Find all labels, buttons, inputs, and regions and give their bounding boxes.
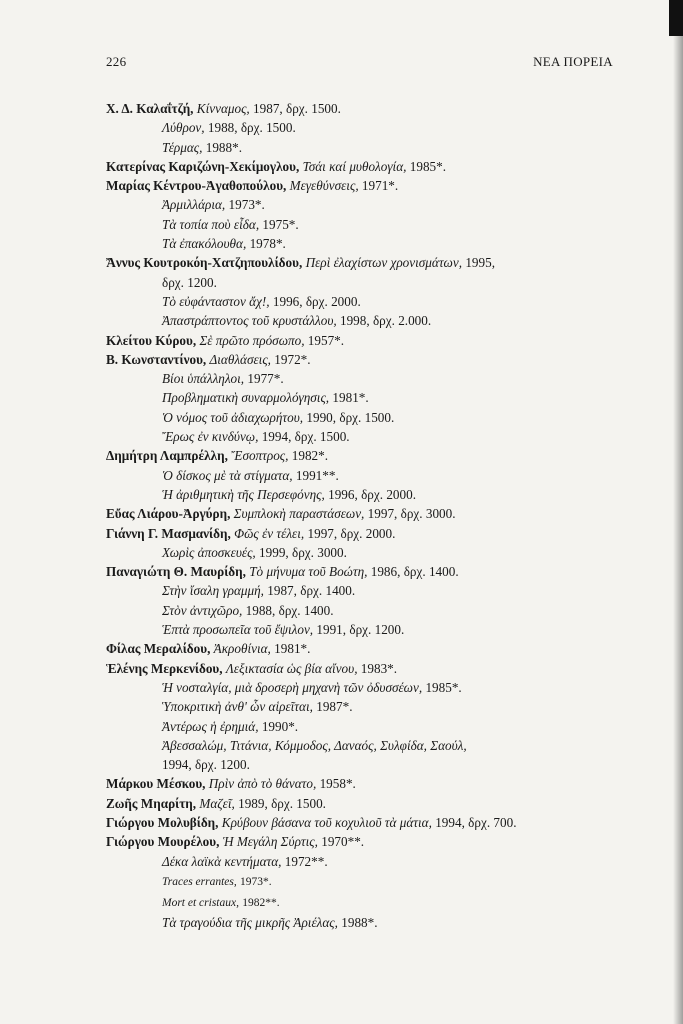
work-title: Ἀρμιλλάρια, bbox=[162, 197, 226, 213]
bibliography-list bbox=[106, 99, 626, 933]
entry-line bbox=[106, 717, 626, 736]
bibliography-entry bbox=[106, 832, 626, 932]
work-title: Mort et cristaux, bbox=[162, 897, 239, 910]
publication-details: 1972**. bbox=[284, 853, 328, 869]
entry-line bbox=[106, 408, 626, 427]
author-name: Παναγιώτη Θ. Μαυρίδη, bbox=[106, 564, 246, 580]
entry-line bbox=[106, 678, 626, 697]
work-title: Μαζεῖ, bbox=[199, 795, 235, 811]
entry-line bbox=[106, 562, 626, 581]
entry-line bbox=[106, 234, 626, 253]
entry-line bbox=[106, 620, 626, 639]
entry-line bbox=[106, 813, 626, 832]
publication-details: 1981*. bbox=[274, 641, 311, 657]
author-name: Ἑλένης Μερκενίδου, bbox=[106, 660, 223, 676]
author-name: Φίλας Μεραλίδου, bbox=[106, 641, 211, 657]
work-title: Κίνναμος, bbox=[196, 101, 250, 116]
entry-line bbox=[106, 504, 626, 523]
publication-details: 1985*. bbox=[425, 679, 462, 695]
author-name: Κατερίνας Καριζώνη-Χεκίμογλου, bbox=[106, 158, 300, 174]
publication-details: 1988, δρχ. 1500. bbox=[207, 120, 296, 136]
entry-line bbox=[106, 138, 626, 157]
publication-details: 1970**. bbox=[321, 834, 365, 850]
bibliography-entry bbox=[106, 524, 626, 563]
entry-line bbox=[106, 659, 626, 678]
publication-details: 1981*. bbox=[332, 390, 369, 406]
publication-details: 1994, δρχ. 1200. bbox=[162, 757, 250, 773]
entry-line bbox=[106, 427, 626, 446]
entry-line bbox=[106, 755, 626, 774]
publication-details: 1972*. bbox=[274, 351, 311, 367]
publication-details: 1977*. bbox=[247, 371, 284, 387]
page-header bbox=[106, 54, 613, 70]
work-title: Ἀντέρως ἡ ἐρημιά, bbox=[162, 718, 259, 734]
work-title: Πρὶν ἀπὸ τὸ θάνατο, bbox=[208, 776, 317, 792]
entry-line bbox=[106, 176, 626, 195]
work-title: Προβληματικὴ συναρμολόγησις, bbox=[162, 390, 330, 406]
publication-details: 1987, δρχ. 1500. bbox=[253, 101, 341, 116]
publication-details: 1999, δρχ. 3000. bbox=[259, 544, 347, 560]
entry-line bbox=[106, 581, 626, 600]
work-title: Δέκα λαϊκὰ κεντήματα, bbox=[162, 853, 282, 869]
work-title: Τὰ τραγούδια τῆς μικρῆς Ἀριέλας, bbox=[162, 915, 338, 931]
author-name: Γιάννη Γ. Μασμανίδη, bbox=[106, 525, 231, 541]
entry-line bbox=[106, 736, 626, 755]
bibliography-entry bbox=[106, 446, 626, 504]
entry-line bbox=[106, 524, 626, 543]
running-title: ΝΕΑ ΠΟΡΕΙΑ bbox=[533, 54, 613, 69]
publication-details: 1986, δρχ. 1400. bbox=[370, 564, 459, 580]
bibliography-entry bbox=[106, 659, 626, 775]
publication-details: 1988, δρχ. 1400. bbox=[245, 602, 334, 618]
work-title: Τὰ ἐπακόλουθα, bbox=[162, 236, 247, 252]
publication-details: 1995, bbox=[465, 255, 495, 271]
work-title: Ἔσοπτρος, bbox=[231, 448, 289, 464]
publication-details: 1975*. bbox=[262, 216, 299, 232]
publication-details: δρχ. 1200. bbox=[162, 274, 217, 290]
entry-line bbox=[106, 195, 626, 214]
entry-line bbox=[106, 485, 626, 504]
publication-details: 1996, δρχ. 2000. bbox=[328, 486, 416, 502]
bibliography-entry bbox=[106, 157, 626, 176]
work-title: Ἀκροθίνια, bbox=[213, 641, 271, 657]
publication-details: 1987, δρχ. 1400. bbox=[267, 583, 356, 599]
work-title: Τὸ μήνυμα τοῦ Βοώτη, bbox=[249, 564, 368, 580]
entry-line bbox=[106, 292, 626, 311]
entry-line bbox=[106, 446, 626, 465]
author-name: Κλείτου Κύρου, bbox=[106, 332, 197, 348]
publication-details: 1998, δρχ. 2.000. bbox=[339, 313, 432, 329]
author-name: Γιώργου Μολυβίδη, bbox=[106, 814, 219, 830]
publication-details: 1997, δρχ. 2000. bbox=[307, 525, 396, 541]
work-title: Ὁ δίσκος μὲ τὰ στίγματα, bbox=[162, 467, 293, 483]
author-name: Ζωῆς Μηαρίτη, bbox=[106, 795, 197, 811]
bibliography-entry bbox=[106, 774, 626, 793]
work-title: Τσάι καί μυθολογία, bbox=[302, 158, 407, 174]
bibliography-entry bbox=[106, 639, 626, 658]
work-title: Λεξικτασία ὡς βία αἴνου, bbox=[225, 660, 358, 676]
publication-details: 1996, δρχ. 2000. bbox=[272, 293, 361, 309]
entry-line bbox=[106, 99, 626, 118]
entry-line bbox=[106, 892, 626, 913]
entry-line bbox=[106, 215, 626, 234]
author-name: Μάρκου Μέσκου, bbox=[106, 776, 206, 792]
work-title: Ὑποκριτικὴ ἀνθ' ὧν αἱρεῖται, bbox=[162, 699, 313, 715]
publication-details: 1988*. bbox=[205, 139, 242, 155]
publication-details: 1985*. bbox=[409, 158, 447, 174]
work-title: Ἔρως ἐν κινδύνῳ, bbox=[162, 429, 259, 445]
work-title: Μεγεθύνσεις, bbox=[289, 178, 359, 194]
page-edge-shadow bbox=[673, 0, 683, 1024]
entry-line bbox=[106, 350, 626, 369]
publication-details: 1989, δρχ. 1500. bbox=[238, 795, 326, 811]
entry-line bbox=[106, 601, 626, 620]
publication-details: 1971*. bbox=[361, 178, 399, 194]
bibliography-entry bbox=[106, 562, 626, 639]
work-title: Ἀβεσσαλώμ, Τιτάνια, Κόμμοδος, Δαναός, Συλφίδα, Σαούλ, bbox=[162, 737, 467, 753]
work-title: Ἡ ἀριθμητικὴ τῆς Περσεφόνης, bbox=[162, 486, 325, 502]
publication-details: 1958*. bbox=[319, 776, 356, 792]
entry-line bbox=[106, 311, 626, 330]
work-title: Συμπλοκὴ παραστάσεων, bbox=[233, 506, 365, 522]
work-title: Τὰ τοπία ποὺ εἶδα, bbox=[162, 216, 260, 232]
work-title: Ἀπαστράπτοντος τοῦ κρυστάλλου, bbox=[162, 313, 337, 329]
bibliography-entry bbox=[106, 99, 626, 157]
work-title: Στὸν ἀντιχῶρο, bbox=[162, 602, 243, 618]
entry-line bbox=[106, 639, 626, 658]
page-number: 226 bbox=[106, 54, 127, 69]
publication-details: 1978*. bbox=[249, 236, 286, 252]
entry-line bbox=[106, 852, 626, 871]
work-title: Τὸ εὐφάνταστον ἄχ!, bbox=[162, 293, 270, 309]
publication-details: 1973*. bbox=[228, 197, 265, 213]
bibliography-entry bbox=[106, 504, 626, 523]
work-title: Λύθρον, bbox=[162, 120, 205, 136]
entry-line bbox=[106, 913, 626, 932]
publication-details: 1994, δρχ. 700. bbox=[435, 814, 517, 830]
entry-line bbox=[106, 388, 626, 407]
publication-details: 1987*. bbox=[316, 699, 353, 715]
author-name: Μαρίας Κέντρου-Ἀγαθοπούλου, bbox=[106, 178, 287, 194]
work-title: Φῶς ἐν τέλει, bbox=[234, 525, 305, 541]
entry-line bbox=[106, 273, 626, 292]
bibliography-entry bbox=[106, 253, 626, 330]
corner-tab bbox=[669, 0, 683, 36]
publication-details: 1982*. bbox=[291, 448, 329, 464]
work-title: Χωρὶς ἀποσκευές, bbox=[162, 544, 256, 560]
entry-line bbox=[106, 774, 626, 793]
publication-details: 1988*. bbox=[341, 915, 378, 931]
entry-line bbox=[106, 118, 626, 137]
publication-details: 1983*. bbox=[360, 660, 398, 676]
publication-details: 1973*. bbox=[240, 875, 272, 888]
work-title: Βίοι ὑπάλληλοι, bbox=[162, 371, 245, 387]
publication-details: 1957*. bbox=[307, 332, 345, 348]
work-title: Ὁ νόμος τοῦ ἀδιαχωρήτου, bbox=[162, 409, 304, 425]
publication-details: 1991, δρχ. 1200. bbox=[316, 622, 405, 638]
work-title: Τέρμας, bbox=[162, 139, 203, 155]
work-title: Κρύβουν βάσανα τοῦ κοχυλιοῦ τὰ μάτια, bbox=[221, 814, 432, 830]
entry-line bbox=[106, 794, 626, 813]
bibliography-entry bbox=[106, 176, 626, 253]
work-title: Traces errantes, bbox=[162, 875, 237, 888]
bibliography-entry bbox=[106, 350, 626, 446]
entry-line bbox=[106, 697, 626, 716]
entry-line bbox=[106, 871, 626, 892]
bibliography-entry bbox=[106, 813, 626, 832]
work-title: Ἡ νοσταλγία, μιὰ δροσερὴ μηχανὴ τῶν ὀδυσσέων, bbox=[162, 679, 423, 695]
publication-details: 1982**. bbox=[242, 897, 280, 910]
entry-line bbox=[106, 331, 626, 350]
entry-line bbox=[106, 543, 626, 562]
bibliography-entry bbox=[106, 331, 626, 350]
entry-line bbox=[106, 157, 626, 176]
work-title: Ἡ Μεγάλη Σύρτις, bbox=[222, 834, 318, 850]
publication-details: 1990*. bbox=[261, 718, 299, 734]
author-name: Δημήτρη Λαμπρέλλη, bbox=[106, 448, 228, 464]
bibliography-entry bbox=[106, 794, 626, 813]
work-title: Σὲ πρῶτο πρόσωπο, bbox=[199, 332, 305, 348]
publication-details: 1991**. bbox=[295, 467, 339, 483]
work-title: Στὴν ἴσαλη γραμμή, bbox=[162, 583, 264, 599]
publication-details: 1990, δρχ. 1500. bbox=[306, 409, 395, 425]
work-title: Περὶ ἐλαχίστων χρονισμάτων, bbox=[305, 255, 463, 271]
work-title: Διαθλάσεις, bbox=[209, 351, 271, 367]
entry-line bbox=[106, 466, 626, 485]
entry-line bbox=[106, 369, 626, 388]
publication-details: 1994, δρχ. 1500. bbox=[261, 429, 350, 445]
author-name: Εὔας Λιάρου-Ἀργύρη, bbox=[106, 506, 231, 522]
entry-line bbox=[106, 832, 626, 851]
author-name: Χ. Δ. Καλαΐτζή, bbox=[106, 101, 194, 116]
author-name: Β. Κωνσταντίνου, bbox=[106, 351, 207, 367]
publication-details: 1997, δρχ. 3000. bbox=[367, 506, 456, 522]
entry-line bbox=[106, 253, 626, 272]
author-name: Γιώργου Μουρέλου, bbox=[106, 834, 220, 850]
author-name: Ἄννυς Κουτροκόη-Χατζηπουλίδου, bbox=[106, 255, 303, 271]
work-title: Ἑπτὰ προσωπεῖα τοῦ ἔψιλον, bbox=[162, 622, 314, 638]
